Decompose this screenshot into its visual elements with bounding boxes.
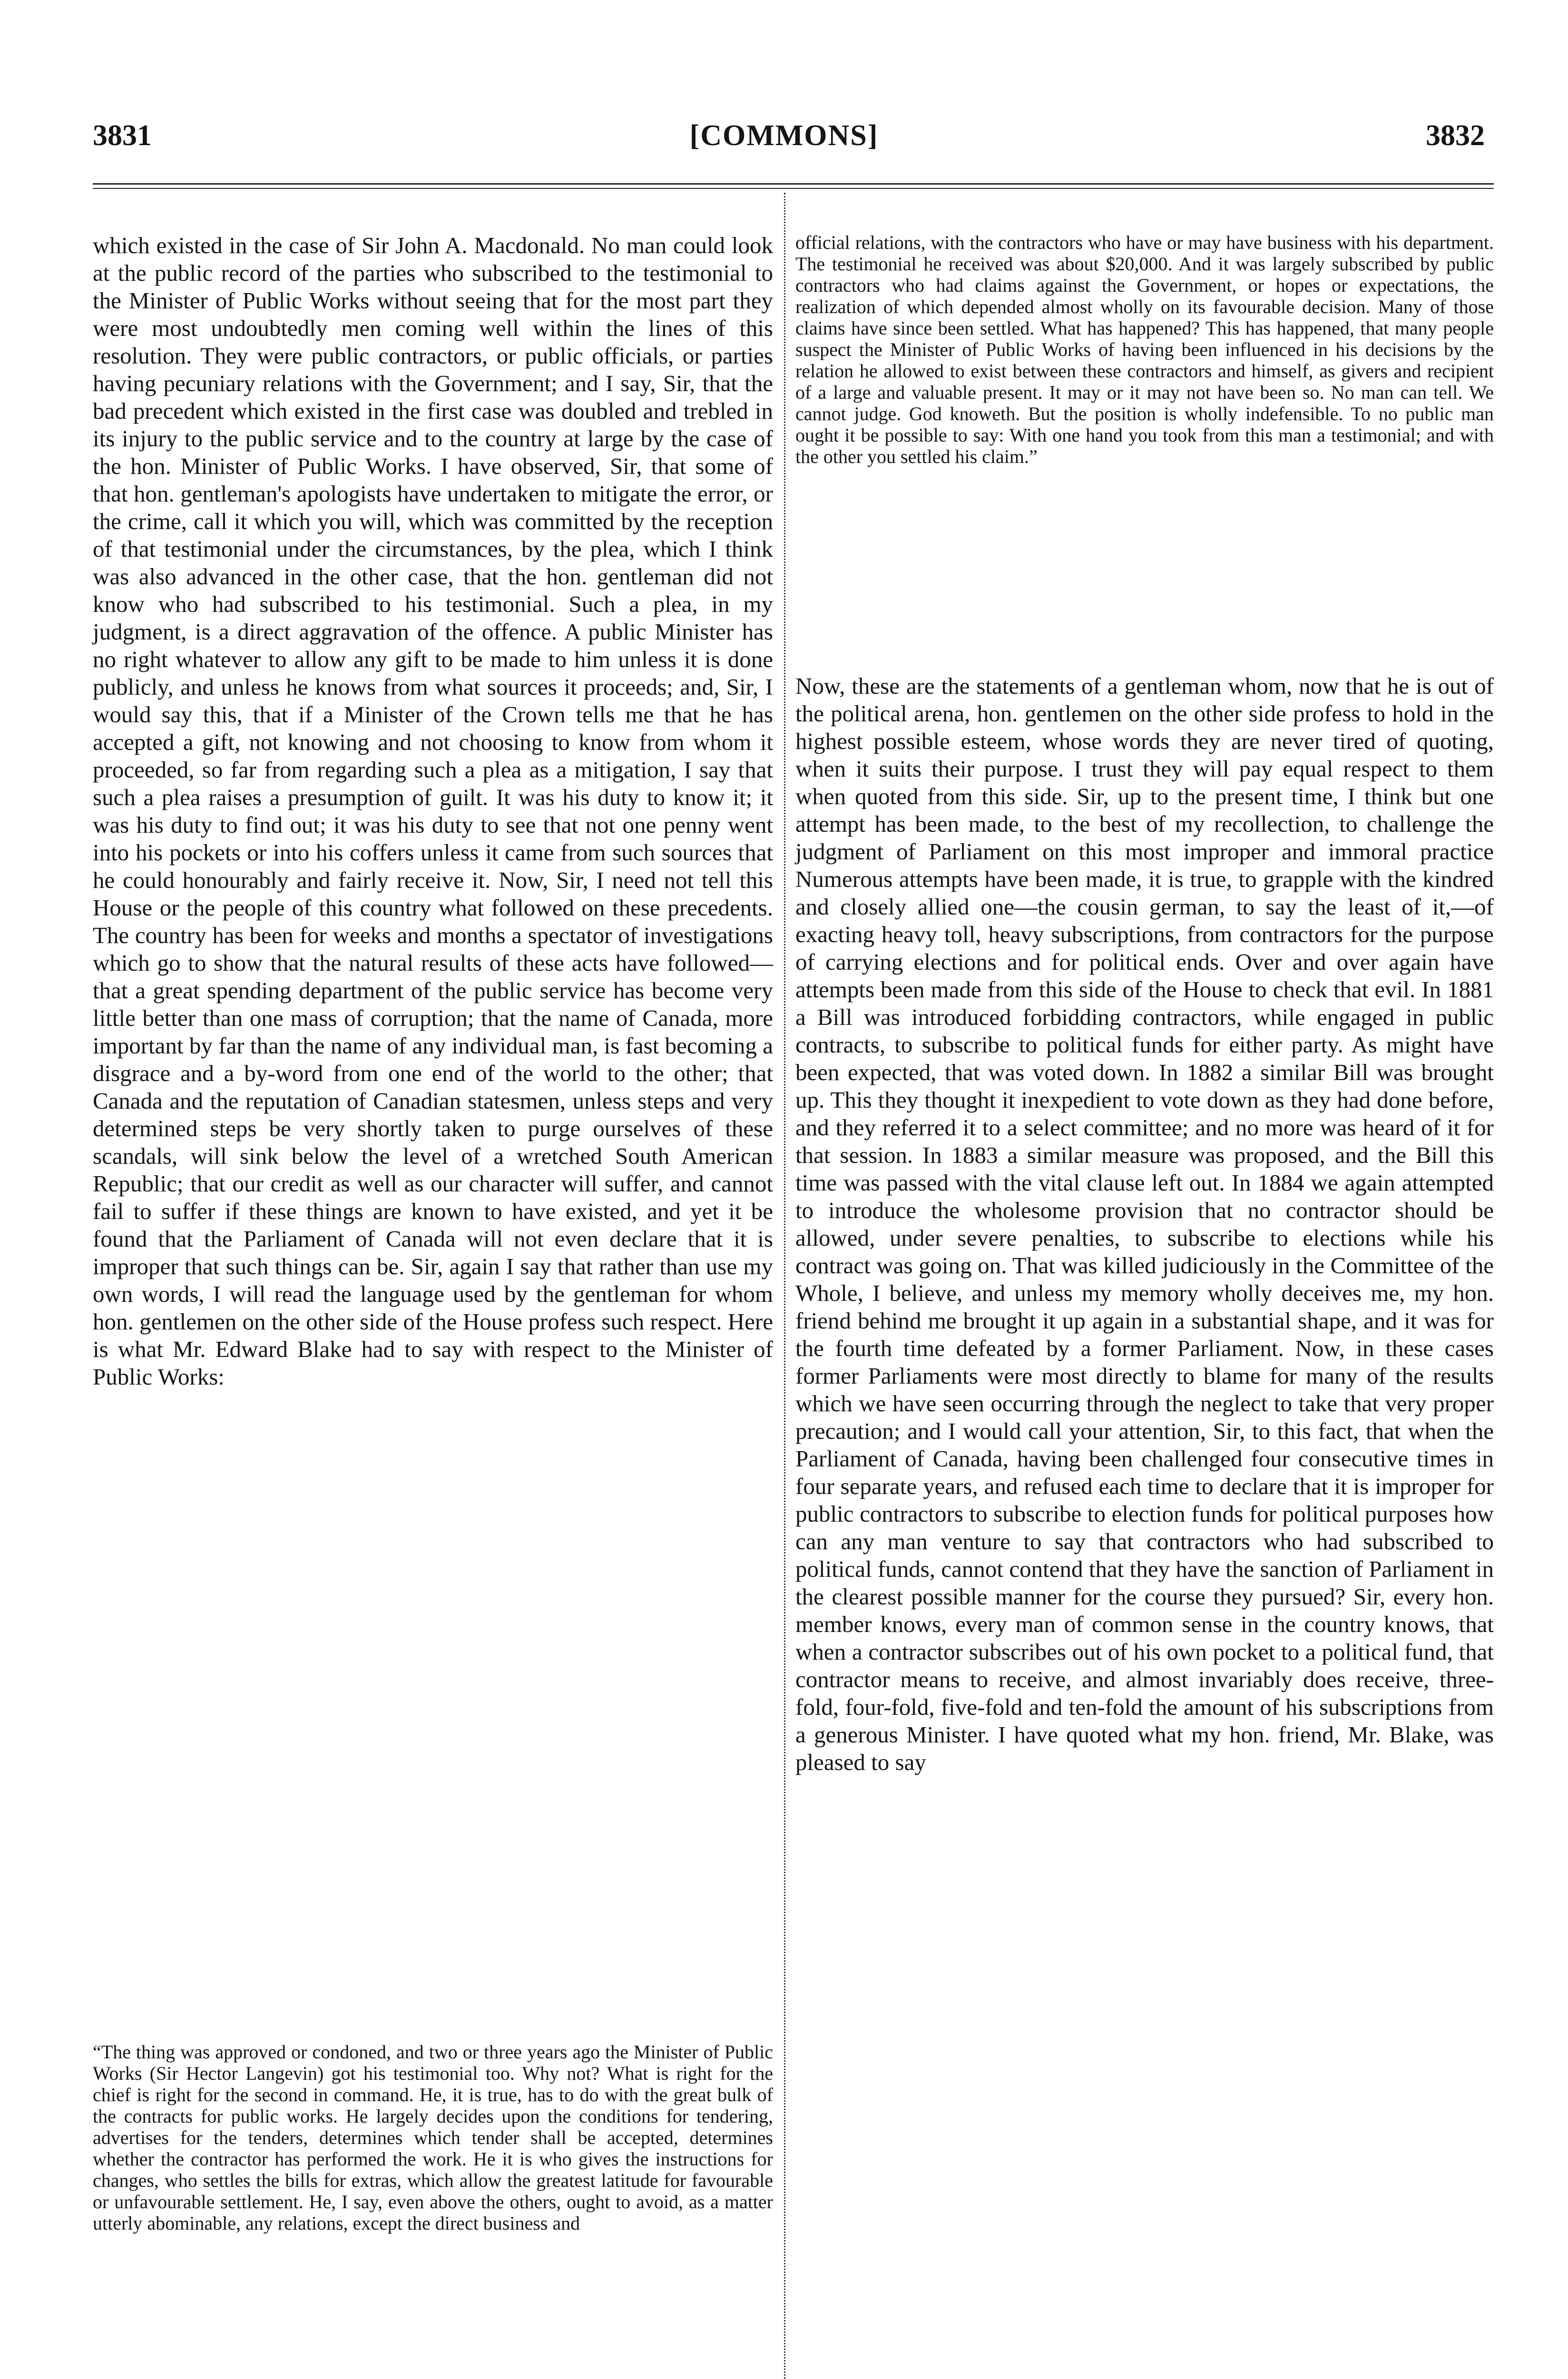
left-column-body	[93, 232, 773, 1391]
blake-quote-end: official relations, with the contractors who have or may have business with his department. The testimonial he received was about $20,000. And it was largely subscribed by public contractors who had claims against the Government, or hopes or expectations, the realization of which depended almost wholly on its favourable decision. Many of those claims have since been settled. What has happened? This has happened, that many people suspect the Minister of Public Works of having been influenced in his decisions by the relation he allowed to exist between these contractors and himself, as givers and recipient of a large and valuable present. It may or it may not have been so. No man can tell. We cannot judge. God knoweth. But the position is wholly indefensible. To no public man ought it be possible to say: With one hand you took from this man a testimonial; and with the other you settled his claim.”	[795, 232, 1494, 467]
header-rule	[93, 183, 1494, 185]
column-divider	[784, 193, 785, 2379]
right-page-number: 3832	[1426, 119, 1485, 152]
left-page-number: 3831	[93, 119, 152, 152]
left-paragraph: which existed in the case of Sir John A. Macdonald. No man could look at the public record of the parties who subscribed to the testimonial to the Minister of Public Works without seeing that for the most part they were most undoubtedly men coming well within the lines of this resolution. They were public contractors, or public officials, or parties having pecuniary relations with the Government; and I say, Sir, that the bad precedent which existed in the first case was doubled and trebled in its injury to the public service and to the country at large by the case of the hon. Minister of Public Works. I have observed, Sir, that some of that hon. gentleman's apologists have undertaken to mitigate the error, or the crime, call it which you will, which was committed by the reception of that testimonial under the circumstances, by the plea, which I think was also advanced in the other case, that the hon. gentleman did not know who had subscribed to his testimonial. Such a plea, in my judgment, is a direct aggravation of the offence. A public Minister has no right whatever to allow any gift to be made to him unless it is done publicly, and unless he knows from what sources it proceeds; and, Sir, I would say this, that if a Minister of the Crown tells me that he has accepted a gift, not knowing and not choosing to know from whom it proceeded, so far from regarding such a plea as a mitigation, I say that such a plea raises a presumption of guilt. It was his duty to know it; it was his duty to find out; it was his duty to see that not one penny went into his pockets or into his coffers unless it came from such sources that he could honourably and fairly receive it. Now, Sir, I need not tell this House or the people of this country what followed on these precedents. The country has been for weeks and months a spectator of investigations which go to show that the natural results of these acts have followed—that a great spending department of the public service has become very little better than one mass of corruption; that the name of Canada, more important by far than the name of any individual man, is fast becoming a disgrace and a by-word from one end of the world to the other; that Canada and the reputation of Canadian statesmen, unless steps and very determined steps be very shortly taken to purge ourselves of these scandals, will sink below the level of a wretched South American Republic; that our credit as well as our character will suffer, and cannot fail to suffer if these things are known to have existed, and yet it be found that the Parliament of Canada will not even declare that it is improper that such things can be. Sir, again I say that rather than use my own words, I will read the language used by the gentleman for whom hon. gentlemen on the other side of the House profess such respect. Here is what Mr. Edward Blake had to say with respect to the Minister of Public Works:	[93, 232, 773, 1390]
left-column-quote	[93, 2041, 773, 2234]
header-rule-thin	[93, 188, 1494, 189]
right-column-body	[795, 672, 1494, 1776]
right-column-quote	[795, 232, 1494, 467]
right-paragraph: Now, these are the statements of a gentleman whom, now that he is out of the political arena, hon. gentlemen on the other side profess to hold in the highest possible esteem, whose words they are never tired of quoting, when it suits their purpose. I trust they will pay equal respect to them when quoted from this side. Sir, up to the present time, I think but one attempt has been made, to the best of my recollection, to challenge the judgment of Parliament on this most improper and immoral practice Numerous attempts have been made, it is true, to grapple with the kindred and closely allied one—the cousin german, to say the least of it,—of exacting heavy toll, heavy subscriptions, from contractors for the purpose of carrying elections and for political ends. Over and over again have attempts been made from this side of the House to check that evil. In 1881 a Bill was introduced forbidding contractors, while engaged in public contracts, to subscribe to political funds for either party. As might have been expected, that was voted down. In 1882 a similar Bill was brought up. This they thought it inexpedient to vote down as they had done before, and they referred it to a select committee; and no more was heard of it for that session. In 1883 a similar measure was proposed, and the Bill this time was passed with the vital clause left out. In 1884 we again attempted to introduce the wholesome provision that no contractor should be allowed, under severe penalties, to subscribe to elections while his contract was going on. That was killed judiciously in the Committee of the Whole, I believe, and unless my memory wholly deceives me, my hon. friend behind me brought it up again in a substantial shape, and it was for the fourth time defeated by a former Parliament. Now, in these cases former Parliaments were most directly to blame for many of the results which we have seen occurring through the neglect to take that very proper precaution; and I would call your attention, Sir, to this fact, that when the Parliament of Canada, having been challenged four consecutive times in four separate years, and refused each time to declare that it is improper for public contractors to subscribe to election funds for political purposes how can any man venture to say that contractors who had subscribed to political funds, cannot contend that they have the sanction of Parliament in the clearest possible manner for the course they pursued? Sir, every hon. member knows, every man of common sense in the country knows, that when a contractor subscribes out of his own pocket to a political fund, that contractor means to receive, and almost invariably does receive, three-fold, four-fold, five-fold and ten-fold the amount of his subscriptions from a generous Minister. I have quoted what my hon. friend, Mr. Blake, was pleased to say	[795, 673, 1494, 1775]
blake-quote-start: “The thing was approved or condoned, and two or three years ago the Minister of Public Works (Sir Hector Langevin) got his testimonial too. Why not? What is right for the chief is right for the second in command. He, it is true, has to do with the great bulk of the contracts for public works. He largely decides upon the conditions for tendering, advertises for the tenders, determines which tender shall be accepted, determines whether the contractor has performed the work. He it is who gives the instructions for changes, who settles the bills for extras, which allow the greatest latitude for favourable or unfavourable settlement. He, I say, even above the others, ought to avoid, as a matter utterly abominable, any relations, except the direct business and	[93, 2041, 773, 2234]
page-header-title: [COMMONS]	[689, 119, 879, 152]
